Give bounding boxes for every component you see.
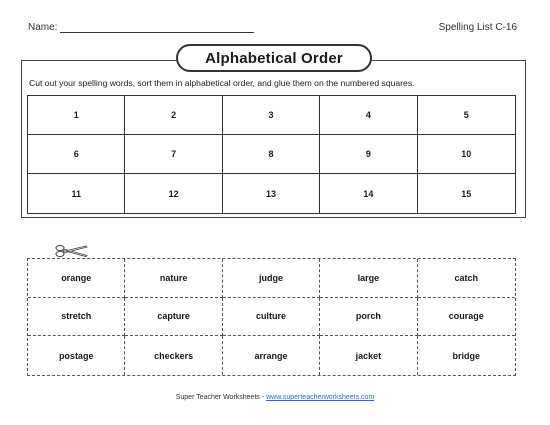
- word-card[interactable]: postage: [28, 336, 125, 375]
- word-card[interactable]: porch: [320, 298, 417, 337]
- instructions: Cut out your spelling words, sort them in alphabetical order, and glue them on the numbered squares.: [29, 78, 415, 88]
- numbered-square: 4: [320, 96, 417, 135]
- name-field: [28, 22, 254, 33]
- footer-link[interactable]: www.superteacherworksheets.com: [266, 394, 375, 401]
- spelling-list-id: Spelling List C-16: [438, 22, 517, 33]
- word-card[interactable]: orange: [28, 259, 125, 298]
- numbered-square: 6: [28, 135, 125, 174]
- word-card[interactable]: jacket: [320, 336, 417, 375]
- word-card[interactable]: culture: [223, 298, 320, 337]
- numbered-square: 9: [320, 135, 417, 174]
- word-card[interactable]: arrange: [223, 336, 320, 375]
- numbered-square: 1: [28, 96, 125, 135]
- numbered-square: 5: [418, 96, 515, 135]
- word-card[interactable]: stretch: [28, 298, 125, 337]
- worksheet-title: Alphabetical Order: [176, 44, 372, 72]
- name-line: [60, 22, 254, 33]
- numbered-square: 7: [125, 135, 222, 174]
- numbered-square: 12: [125, 174, 222, 213]
- footer-credit: Super Teacher Worksheets -: [175, 394, 267, 401]
- word-card[interactable]: courage: [418, 298, 515, 337]
- numbered-square: 14: [320, 174, 417, 213]
- name-label: Name:: [28, 22, 58, 33]
- word-card[interactable]: checkers: [125, 336, 222, 375]
- numbered-squares-grid: [27, 95, 516, 214]
- numbered-square: 10: [418, 135, 515, 174]
- scissors-icon: [55, 244, 89, 258]
- numbered-square: 8: [223, 135, 320, 174]
- footer: [0, 394, 550, 401]
- numbered-square: 2: [125, 96, 222, 135]
- word-cutout-grid: [27, 258, 516, 376]
- word-card[interactable]: judge: [223, 259, 320, 298]
- word-card[interactable]: large: [320, 259, 417, 298]
- numbered-square: 3: [223, 96, 320, 135]
- numbered-square: 13: [223, 174, 320, 213]
- word-card[interactable]: capture: [125, 298, 222, 337]
- numbered-square: 11: [28, 174, 125, 213]
- numbered-square: 15: [461, 188, 472, 199]
- word-card[interactable]: bridge: [452, 350, 481, 361]
- word-card[interactable]: catch: [418, 259, 515, 298]
- word-card[interactable]: nature: [125, 259, 222, 298]
